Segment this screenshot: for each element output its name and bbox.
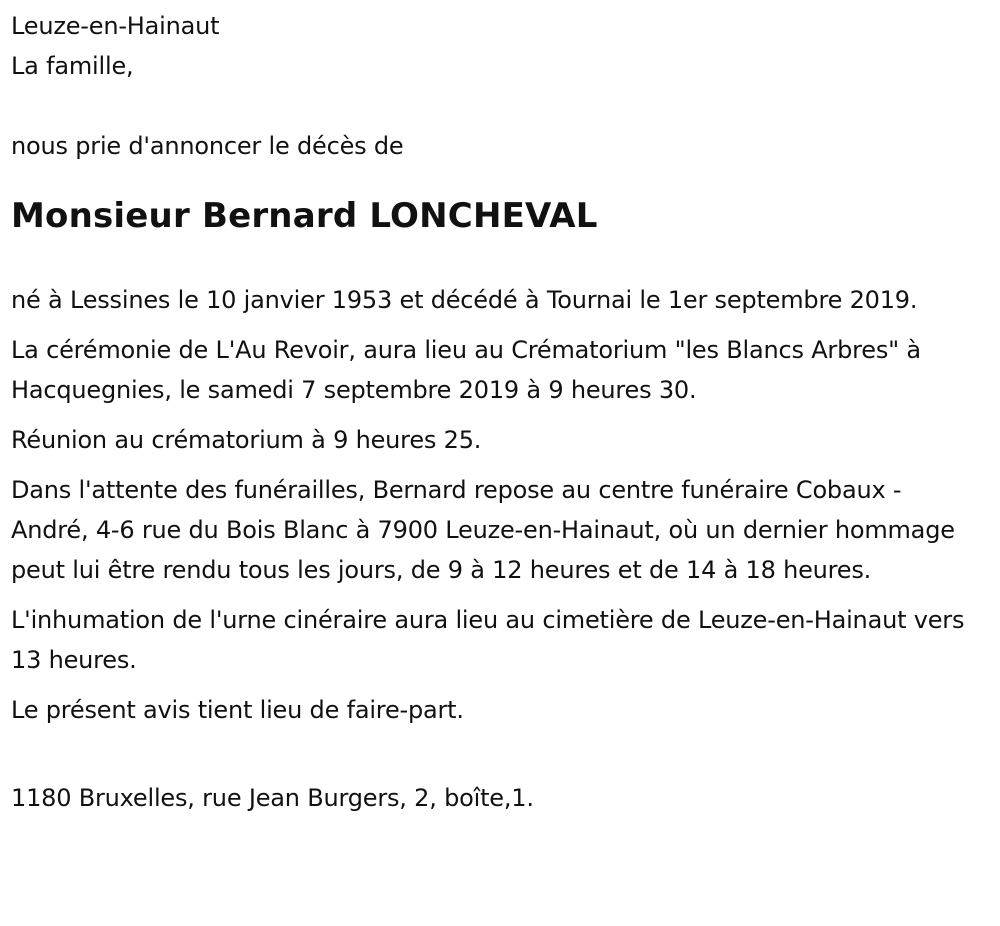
funeral-home-paragraph: Dans l'attente des funérailles, Bernard repose au centre funéraire Cobaux - André, 4-6 rue du Bois Blanc à 7900 Leuze-en-Hainaut, où un dernier hommage peut lui être rendu tous les jours, de 9 à 12 heures et de 14 à 18 heures. [11, 476, 955, 584]
deceased-name: Monsieur Bernard LONCHEVAL [11, 196, 598, 236]
contact-address: 1180 Bruxelles, rue Jean Burgers, 2, boîte,1. [11, 784, 534, 812]
burial-paragraph: L'inhumation de l'urne cinéraire aura lieu au cimetière de Leuze-en-Hainaut vers 13 heures. [11, 606, 965, 674]
spacer [11, 240, 986, 280]
spacer [11, 86, 986, 126]
notice-city: Leuze-en-Hainaut [11, 12, 220, 40]
death-notice [11, 6, 986, 818]
spacer [11, 740, 986, 778]
notice-statement-paragraph: Le présent avis tient lieu de faire-part. [11, 696, 464, 724]
ceremony-paragraph: La cérémonie de L'Au Revoir, aura lieu au Crématorium "les Blancs Arbres" à Hacquegnies, le samedi 7 septembre 2019 à 9 heures 30. [11, 336, 921, 404]
meeting-paragraph: Réunion au crématorium à 9 heures 25. [11, 426, 482, 454]
family-intro: La famille, [11, 52, 134, 80]
birth-death-paragraph: né à Lessines le 10 janvier 1953 et décédé à Tournai le 1er septembre 2019. [11, 286, 918, 314]
announcement-text: nous prie d'annoncer le décès de [11, 132, 404, 160]
